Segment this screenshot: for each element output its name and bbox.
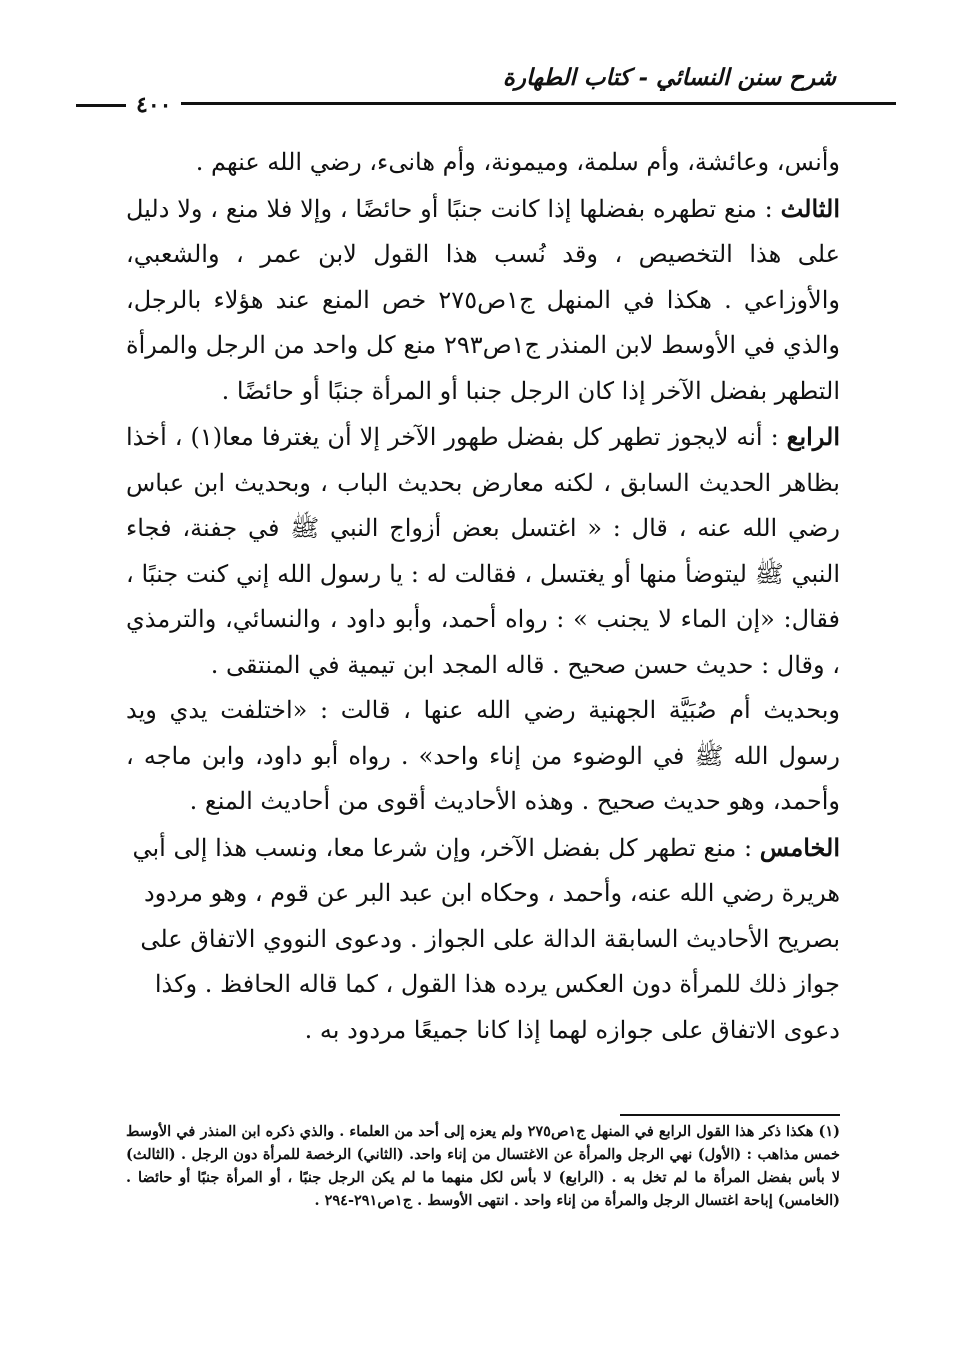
paragraph-text: وبحديث أم صُبَيَّة الجهنية رضي الله عنها ، قالت : «اختلفت يدي ويد رسول الله ﷺ في الوضوء من إناء واحد» . رواه أبو داود، وابن ماجه ، وأحمد، وهو حديث صحيح . وهذه الأحاديث أقوى من أحاديث المنع . [126,696,840,815]
paragraph-text: : منع تطهر كل بفضل الآخر، وإن شرعا معا، ونسب هذا إلى أبي هريرة رضي الله عنه، وأحمد ، وحكاه ابن عبد البر عن قوم ، وهو مردود بصريح الأحاديث السابقة الدالة على الجواز . ودعوى النووي الاتفاق على جواز ذلك للمرأة دون العكس يرده هذا القول ، كما قاله الحافظ . وكذا دعوى الاتفاق على جوازه لهما إذا كانا جميعًا مردود به . [132,833,840,1044]
paragraph [126,825,840,1054]
paragraph-text: وأنس، وعائشة، وأم سلمة، وميمونة، وأم هانىء، رضي الله عنهم . [195,148,840,176]
paragraph [126,140,840,186]
paragraph [126,688,840,825]
footnote-separator [620,1114,840,1116]
header-rule [126,102,896,105]
paragraph-lead: الثالث [780,193,840,223]
paragraph-lead: الخامس [759,832,840,862]
page-number: ٤٠٠ [126,96,181,114]
paragraph-text: : أنه لايجوز تطهر كل بفضل طهور الآخر إلا أن يغترفا معا(١) ، أخذا بظاهر الحديث السابق ، لكنه معارض بحديث الباب ، وبحديث ابن عباس رضي الله عنه ، قال : « اغتسل بعض أزواج النبي ﷺ في جفنة، فجاء النبي ﷺ ليتوضأ منها أو يغتسل ، فقالت له : يا رسول الله إني كنت جنبًا ، فقال: «إن الماء لا يجنب » : رواه أحمد، وأبو داود ، والنسائي، والترمذي ، وقال : حديث حسن صحيح . قاله المجد ابن تيمية في المنتقى . [126,423,840,679]
footnote: (١) هكذا ذكر هذا القول الرابع في المنهل ج١ص٢٧٥ ولم يعزه إلى أحد من العلماء . والذي ذكره ابن المنذر في الأوسط خمس مذاهب : (الأول) نهي الرجل والمرأة عن الاغتسال من إناء واحد. (الثاني) الرخصة للمرأة دون الرجل . (الثالث) لا بأس بفضل المرأة ما لم تخل به . (الرابع) لا بأس لكل منهما ما لم يكن الرجل جنبًا ، أو المرأة جنبًا أو حائضا . (الخامس) إباحة اغتسال الرجل والمرأة من إناء واحد . انتهى الأوسط . ج١ص٢٩١-٢٩٤ . [126,1123,840,1209]
paragraph [126,186,840,415]
paragraph-text: : منع تطهره بفضلها إذا كانت جنبًا أو حائضًا ، وإلا فلا منع ، ولا دليل على هذا التخصيص ، وقد نُسب هذا القول لابن عمر ، والشعبي، والأوزاعي . هكذا في المنهل ج١ص٢٧٥ خص المنع عند هؤلاء بالرجل، والذي في الأوسط لابن المنذر ج١ص٢٩٣ منع كل واحد من الرجل والمرأة التطهر بفضل الآخر إذا كان الرجل جنبا أو المرأة جنبًا أو حائضًا . [126,194,841,405]
paragraph-lead: الرابع [786,422,841,451]
main-text [126,140,840,1053]
paragraph [126,414,840,688]
running-header-title: شرح سنن النسائي - كتاب الطهارة [502,64,836,91]
